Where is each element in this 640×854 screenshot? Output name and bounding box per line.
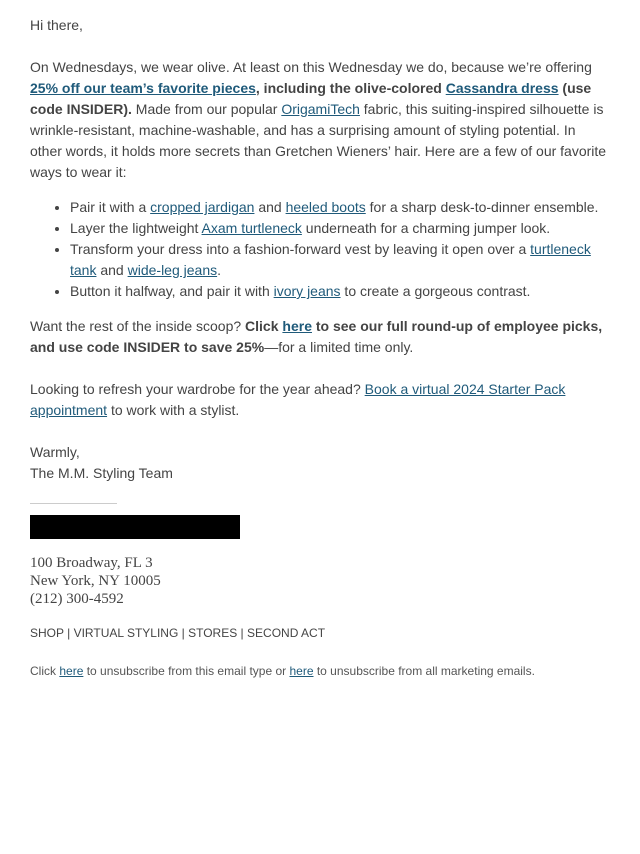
unsubscribe-text: to unsubscribe from this email type or	[83, 664, 290, 678]
intro-text: fabric, this suiting-inspired silhouette is wrinkle-resistant, machine-washable, and has a surprising amount of styling potential. In other words, it holds more secrets than Gretchen Wieners’ hair. Here are a few of our favorite ways to wear it:	[30, 101, 607, 180]
signature-team: The M.M. Styling Team	[30, 465, 173, 481]
cassandra-dress-link[interactable]: Cassandra dress	[445, 80, 559, 96]
offer-link[interactable]: 25% off our team’s favorite pieces	[30, 80, 256, 96]
list-item	[70, 239, 610, 281]
phone-number: (212) 300-4592	[30, 591, 124, 607]
intro-text-bold: , including the olive-colored	[255, 80, 446, 96]
tip-text: Transform your dress into a fashion-forward vest by leaving it open over a	[70, 241, 531, 257]
unsubscribe-text: to unsubscribe from all marketing emails.	[313, 664, 535, 678]
footer-link-shop[interactable]: SHOP	[30, 626, 64, 640]
list-item	[70, 281, 610, 302]
footer-separator: |	[237, 626, 248, 640]
refresh-text: to work with a stylist.	[107, 402, 240, 418]
cropped-jardigan-link[interactable]: cropped jardigan	[150, 199, 255, 215]
unsubscribe-notice	[30, 664, 610, 678]
address-line: 100 Broadway, FL 3	[30, 555, 153, 571]
signoff	[30, 442, 610, 484]
company-address	[30, 554, 610, 608]
scoop-text: Want the rest of the inside scoop?	[30, 318, 246, 334]
redacted-logo-block	[30, 515, 240, 539]
signoff-line: Warmly,	[30, 444, 80, 460]
footer-link-second-act[interactable]: SECOND ACT	[247, 626, 326, 640]
scoop-paragraph	[30, 316, 610, 358]
tip-text: .	[217, 262, 221, 278]
origamitech-link[interactable]: OrigamiTech	[281, 101, 360, 117]
promo-code-text: (use code INSIDER).	[30, 80, 592, 117]
list-item	[70, 197, 610, 218]
refresh-paragraph	[30, 379, 610, 421]
tip-text: Layer the lightweight	[70, 220, 202, 236]
wide-leg-jeans-link[interactable]: wide-leg jeans	[127, 262, 218, 278]
employee-picks-link[interactable]: here	[282, 318, 312, 334]
tip-text: Pair it with a	[70, 199, 151, 215]
footer-link-virtual-styling[interactable]: VIRTUAL STYLING	[73, 626, 179, 640]
scoop-text-bold: Click	[245, 318, 283, 334]
heeled-boots-link[interactable]: heeled boots	[285, 199, 366, 215]
footer-separator: |	[63, 626, 74, 640]
tip-text: Button it halfway, and pair it with	[70, 283, 274, 299]
scoop-text-bold: to see our full round-up of employee picks, and use code INSIDER to save 25%	[30, 318, 603, 355]
address-line: New York, NY 10005	[30, 573, 161, 589]
list-item	[70, 218, 610, 239]
book-appointment-link[interactable]: Book a virtual 2024 Starter Pack appointment	[30, 381, 566, 418]
tip-text: for a sharp desk-to-dinner ensemble.	[365, 199, 599, 215]
footer-link-stores[interactable]: STORES	[188, 626, 238, 640]
intro-text: On Wednesdays, we wear olive. At least on this Wednesday we do, because we’re offering	[30, 59, 592, 75]
email-body	[30, 15, 610, 678]
tip-text: and	[96, 262, 128, 278]
unsubscribe-all-link[interactable]: here	[289, 664, 314, 678]
intro-paragraph	[30, 57, 610, 183]
ivory-jeans-link[interactable]: ivory jeans	[273, 283, 341, 299]
unsubscribe-text: Click	[30, 664, 60, 678]
styling-tips-list	[30, 197, 610, 302]
divider	[30, 503, 117, 504]
turtleneck-tank-link[interactable]: turtleneck tank	[70, 241, 591, 278]
refresh-text: Looking to refresh your wardrobe for the year ahead?	[30, 381, 365, 397]
footer-nav	[30, 626, 610, 640]
unsubscribe-type-link[interactable]: here	[59, 664, 84, 678]
greeting: Hi there,	[30, 17, 83, 33]
tip-text: underneath for a charming jumper look.	[301, 220, 551, 236]
intro-text: Made from our popular	[131, 101, 282, 117]
tip-text: to create a gorgeous contrast.	[340, 283, 531, 299]
footer-separator: |	[178, 626, 189, 640]
scoop-text: —for a limited time only.	[264, 339, 414, 355]
axam-turtleneck-link[interactable]: Axam turtleneck	[201, 220, 302, 236]
tip-text: and	[254, 199, 286, 215]
